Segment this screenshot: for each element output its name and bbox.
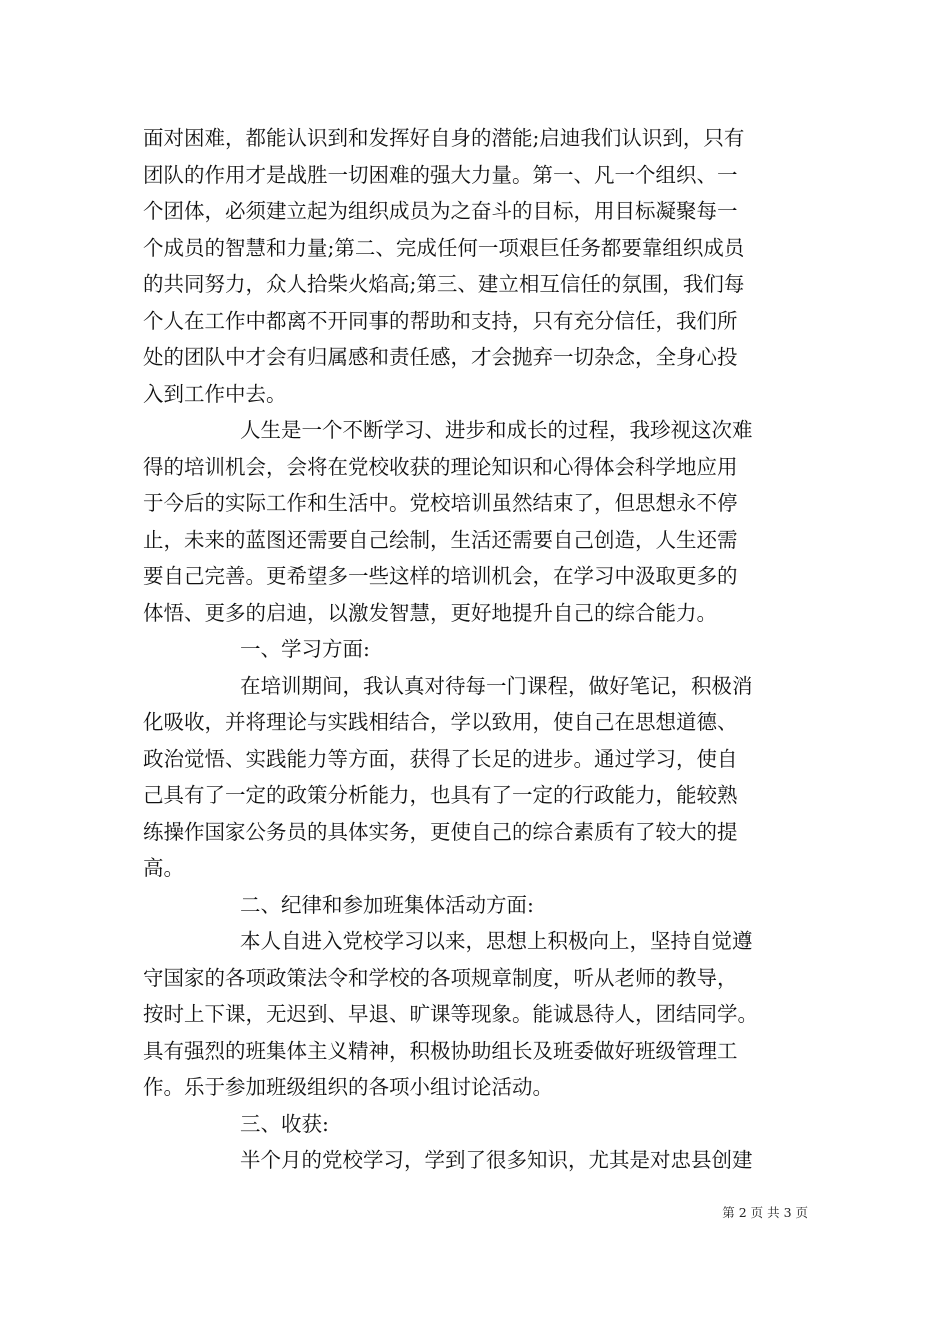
body-text — [143, 120, 808, 1179]
text-line: 体悟、更多的启迪，以激发智慧，更好地提升自己的综合能力。 — [143, 600, 717, 625]
text-line: 政治觉悟、实践能力等方面，获得了长足的进步。通过学习，使自 — [143, 746, 738, 771]
text-line: 要自己完善。更希望多一些这样的培训机会，在学习中汲取更多的 — [143, 564, 738, 588]
text-line: 个成员的智慧和力量;第二、完成任何一项艰巨任务都要靠组织成员 — [143, 235, 745, 260]
text-line: 于今后的实际工作和生活中。党校培训虽然结束了，但思想永不停 — [143, 491, 738, 515]
text-line: 一、学习方面: — [240, 637, 370, 661]
text-line: 个团体，必须建立起为组织成员为之奋斗的目标，用目标凝聚每一 — [143, 199, 738, 223]
text-line: 处的团队中才会有归属感和责任感，才会抛弃一切杂念，全身心投 — [143, 345, 738, 369]
text-line: 止，未来的蓝图还需要自己绘制，生活还需要自己创造，人生还需 — [143, 527, 738, 552]
text-line: 半个月的党校学习，学到了很多知识，尤其是对忠县创建 — [240, 1148, 753, 1172]
text-line: 人生是一个不断学习、进步和成长的过程，我珍视这次难 — [240, 418, 753, 442]
text-line: 作。乐于参加班级组织的各项小组讨论活动。 — [143, 1075, 553, 1099]
text-line: 得的培训机会，会将在党校收获的理论知识和心得体会科学地应用 — [143, 454, 738, 479]
text-line: 入到工作中去。 — [143, 381, 287, 406]
text-line: 具有强烈的班集体主义精神，积极协助组长及班委做好班级管理工 — [143, 1038, 738, 1063]
text-line: 练操作国家公务员的具体实务，更使自己的综合素质有了较大的提 — [143, 819, 738, 844]
text-line: 在培训期间，我认真对待每一门课程，做好笔记，积极消 — [240, 673, 753, 698]
text-line: 三、收获: — [240, 1111, 329, 1136]
text-line: 按时上下课，无迟到、早退、旷课等现象。能诚恳待人，团结同学。 — [143, 1002, 758, 1026]
text-line: 的共同努力，众人拾柴火焰高;第三、建立相互信任的氛围，我们每 — [143, 272, 745, 296]
text-line: 二、纪律和参加班集体活动方面: — [240, 892, 534, 917]
text-line: 高。 — [143, 856, 184, 880]
page-number-footer: 第 2 页 共 3 页 — [722, 1205, 808, 1220]
text-line: 面对困难，都能认识到和发挥好自身的潜能;启迪我们认识到，只有 — [143, 126, 745, 150]
text-line: 化吸收，并将理论与实践相结合，学以致用，使自己在思想道德、 — [143, 710, 738, 734]
text-line: 守国家的各项政策法令和学校的各项规章制度，听从老师的教导， — [143, 965, 738, 990]
text-line: 团队的作用才是战胜一切困难的强大力量。第一、凡一个组织、一 — [143, 162, 738, 187]
text-line: 个人在工作中都离不开同事的帮助和支持，只有充分信任，我们所 — [143, 308, 738, 333]
text-line: 本人自进入党校学习以来，思想上积极向上，坚持自觉遵 — [240, 929, 753, 953]
text-line: 己具有了一定的政策分析能力，也具有了一定的行政能力，能较熟 — [143, 783, 738, 807]
